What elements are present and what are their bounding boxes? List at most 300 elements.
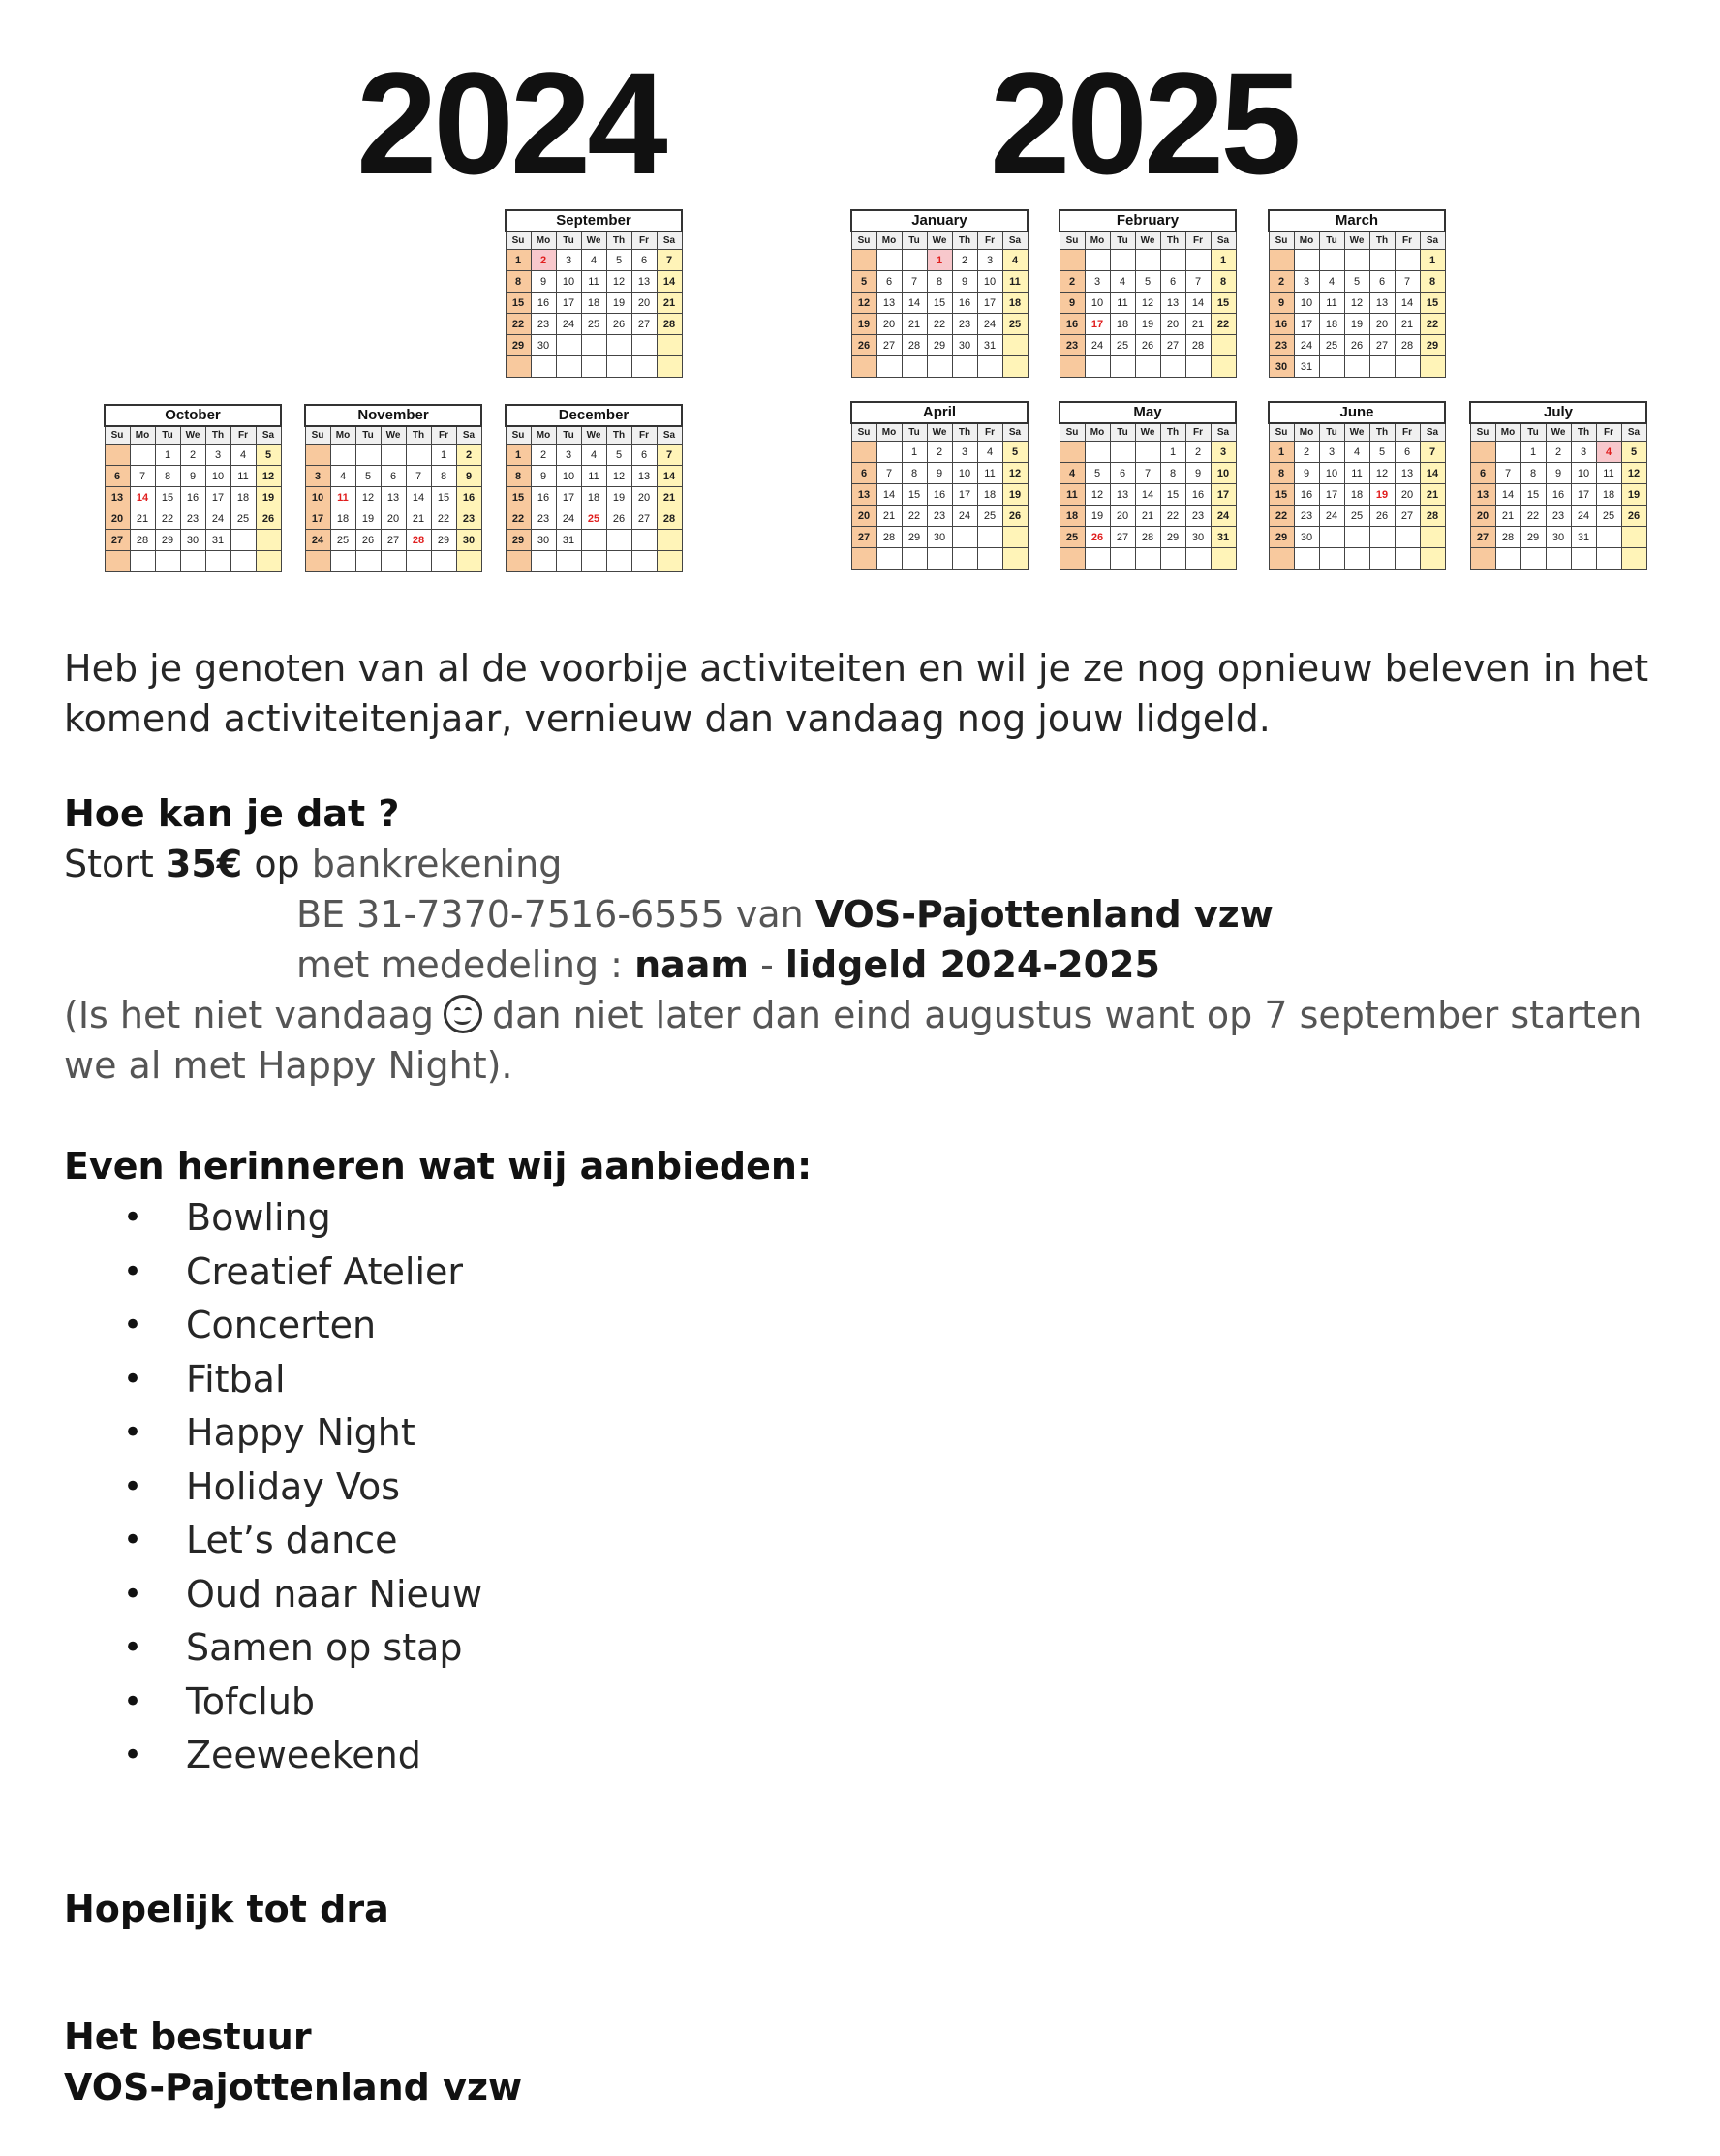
- day-cell: 10: [952, 463, 977, 484]
- day-cell: [1369, 527, 1395, 548]
- day-cell: 23: [1060, 335, 1085, 356]
- day-cell: 10: [556, 271, 581, 293]
- calendar-title: May: [1060, 402, 1236, 423]
- list-item: • Let’s dance: [64, 1514, 1681, 1568]
- day-header: Mo: [876, 423, 902, 442]
- day-cell: 24: [1319, 506, 1344, 527]
- day-cell: 29: [1520, 527, 1546, 548]
- day-header: Mo: [1085, 231, 1110, 250]
- day-cell: [902, 356, 927, 378]
- day-cell: 11: [1596, 463, 1621, 484]
- day-cell: 12: [851, 293, 876, 314]
- day-header: Sa: [1621, 423, 1646, 442]
- calendar-title: October: [105, 405, 281, 426]
- day-cell: 19: [606, 293, 631, 314]
- day-cell: 9: [180, 466, 205, 487]
- day-cell: [1060, 548, 1085, 570]
- day-header: Th: [952, 423, 977, 442]
- day-cell: [1135, 356, 1160, 378]
- day-header: Su: [851, 423, 876, 442]
- day-cell: 8: [927, 271, 952, 293]
- day-cell: [657, 530, 682, 551]
- day-header: Sa: [256, 426, 281, 445]
- day-cell: 26: [1002, 506, 1028, 527]
- day-cell: 31: [556, 530, 581, 551]
- day-header: Sa: [1420, 231, 1445, 250]
- day-cell: 7: [1495, 463, 1520, 484]
- day-cell: 10: [556, 466, 581, 487]
- day-cell: 7: [130, 466, 155, 487]
- day-cell: [952, 548, 977, 570]
- day-cell: 5: [355, 466, 381, 487]
- day-cell: 15: [1160, 484, 1185, 506]
- list-item: • Holiday Vos: [64, 1461, 1681, 1515]
- day-cell: 30: [1546, 527, 1571, 548]
- day-cell: 19: [1369, 484, 1395, 506]
- day-cell: 4: [581, 250, 606, 271]
- day-header: Tu: [556, 231, 581, 250]
- day-cell: 16: [1060, 314, 1085, 335]
- day-header: Th: [1369, 231, 1395, 250]
- day-cell: 15: [506, 293, 531, 314]
- day-cell: 11: [1319, 293, 1344, 314]
- day-cell: [581, 530, 606, 551]
- day-cell: [1344, 250, 1369, 271]
- calendar-september: [505, 209, 683, 378]
- day-cell: [230, 530, 256, 551]
- day-cell: 19: [1135, 314, 1160, 335]
- day-cell: 28: [1185, 335, 1211, 356]
- day-cell: 22: [1160, 506, 1185, 527]
- day-cell: 30: [952, 335, 977, 356]
- day-cell: 27: [1369, 335, 1395, 356]
- day-cell: 30: [1294, 527, 1319, 548]
- iban-line: [64, 889, 1681, 939]
- day-cell: [581, 551, 606, 572]
- day-cell: 20: [1369, 314, 1395, 335]
- day-cell: 26: [1344, 335, 1369, 356]
- day-cell: 14: [657, 466, 682, 487]
- day-cell: 6: [876, 271, 902, 293]
- day-header: We: [927, 231, 952, 250]
- day-cell: [556, 551, 581, 572]
- day-cell: 1: [1420, 250, 1445, 271]
- day-cell: [230, 551, 256, 572]
- day-cell: 1: [1211, 250, 1236, 271]
- day-cell: 27: [631, 314, 657, 335]
- day-cell: [1002, 527, 1028, 548]
- day-cell: 6: [851, 463, 876, 484]
- day-cell: [1621, 527, 1646, 548]
- day-cell: 8: [1211, 271, 1236, 293]
- day-header: Fr: [431, 426, 456, 445]
- calendar-july: [1469, 401, 1647, 570]
- day-cell: 28: [1395, 335, 1420, 356]
- day-header: Mo: [1085, 423, 1110, 442]
- day-cell: 3: [556, 445, 581, 466]
- day-cell: 22: [431, 508, 456, 530]
- day-cell: 17: [977, 293, 1002, 314]
- day-cell: [330, 551, 355, 572]
- calendar-title: December: [506, 405, 682, 426]
- day-cell: [1420, 548, 1445, 570]
- day-cell: [1185, 548, 1211, 570]
- day-cell: [1060, 442, 1085, 463]
- day-cell: 21: [130, 508, 155, 530]
- day-cell: 23: [531, 508, 556, 530]
- day-cell: 20: [631, 293, 657, 314]
- day-cell: [105, 445, 130, 466]
- day-cell: 5: [851, 271, 876, 293]
- day-cell: 21: [876, 506, 902, 527]
- day-cell: 17: [1294, 314, 1319, 335]
- day-cell: 2: [1546, 442, 1571, 463]
- day-cell: 17: [1571, 484, 1596, 506]
- calendar-december: [505, 404, 683, 572]
- day-header: Fr: [1596, 423, 1621, 442]
- day-cell: 20: [1110, 506, 1135, 527]
- day-cell: 17: [1211, 484, 1236, 506]
- mededeling-lidgeld: lidgeld 2024-2025: [784, 943, 1160, 986]
- day-cell: 12: [1085, 484, 1110, 506]
- day-cell: 19: [1002, 484, 1028, 506]
- day-cell: 26: [256, 508, 281, 530]
- amount: 35€: [165, 843, 243, 885]
- day-cell: 2: [1185, 442, 1211, 463]
- day-cell: 4: [581, 445, 606, 466]
- day-cell: 5: [1369, 442, 1395, 463]
- list-item: • Oud naar Nieuw: [64, 1568, 1681, 1622]
- day-cell: 23: [1269, 335, 1294, 356]
- day-cell: 21: [1185, 314, 1211, 335]
- day-cell: 11: [1110, 293, 1135, 314]
- day-cell: 6: [1160, 271, 1185, 293]
- day-cell: 1: [902, 442, 927, 463]
- day-cell: 31: [977, 335, 1002, 356]
- day-cell: 26: [355, 530, 381, 551]
- day-cell: [406, 445, 431, 466]
- day-cell: [876, 442, 902, 463]
- day-header: Fr: [977, 231, 1002, 250]
- day-header: Mo: [876, 231, 902, 250]
- day-cell: [1085, 548, 1110, 570]
- day-cell: [657, 551, 682, 572]
- calendar-april: [850, 401, 1029, 570]
- day-cell: [952, 527, 977, 548]
- op-text: op: [254, 843, 300, 885]
- day-header: Tu: [902, 423, 927, 442]
- day-header: Su: [851, 231, 876, 250]
- day-cell: 4: [1596, 442, 1621, 463]
- day-cell: 2: [531, 445, 556, 466]
- signature-line-1: Het bestuur: [64, 2015, 312, 2058]
- day-cell: 5: [1135, 271, 1160, 293]
- day-cell: 22: [1520, 506, 1546, 527]
- calendar-may: [1059, 401, 1237, 570]
- day-cell: 7: [1135, 463, 1160, 484]
- day-cell: 5: [1002, 442, 1028, 463]
- day-header: Fr: [631, 426, 657, 445]
- day-cell: [1319, 250, 1344, 271]
- day-cell: 9: [952, 271, 977, 293]
- day-cell: 27: [105, 530, 130, 551]
- day-cell: 14: [902, 293, 927, 314]
- year-2025-heading: 2025: [990, 42, 1298, 204]
- payment-line: [64, 839, 1681, 889]
- day-cell: 3: [1085, 271, 1110, 293]
- payment-section: [64, 788, 1681, 2112]
- day-cell: 15: [927, 293, 952, 314]
- day-cell: 16: [952, 293, 977, 314]
- day-cell: 30: [180, 530, 205, 551]
- day-cell: 28: [876, 527, 902, 548]
- day-header: Th: [606, 426, 631, 445]
- day-cell: 24: [977, 314, 1002, 335]
- day-cell: 22: [927, 314, 952, 335]
- day-cell: 6: [381, 466, 406, 487]
- day-cell: [1160, 356, 1185, 378]
- day-cell: 13: [1470, 484, 1495, 506]
- day-cell: [256, 530, 281, 551]
- day-cell: [581, 335, 606, 356]
- day-cell: 28: [1135, 527, 1160, 548]
- day-cell: 25: [581, 314, 606, 335]
- day-cell: [1395, 250, 1420, 271]
- day-header: Th: [205, 426, 230, 445]
- day-cell: 21: [657, 487, 682, 508]
- day-cell: 4: [230, 445, 256, 466]
- day-cell: 16: [1294, 484, 1319, 506]
- day-cell: [1495, 548, 1520, 570]
- day-cell: 16: [456, 487, 481, 508]
- day-cell: 26: [1085, 527, 1110, 548]
- day-header: We: [581, 231, 606, 250]
- day-cell: 9: [531, 271, 556, 293]
- day-header: Fr: [1185, 231, 1211, 250]
- day-cell: 22: [1420, 314, 1445, 335]
- day-cell: 24: [1085, 335, 1110, 356]
- day-cell: [1135, 250, 1160, 271]
- day-cell: [256, 551, 281, 572]
- day-cell: 3: [305, 466, 330, 487]
- day-cell: 16: [1269, 314, 1294, 335]
- day-cell: 2: [1294, 442, 1319, 463]
- day-header: Th: [606, 231, 631, 250]
- day-cell: 13: [105, 487, 130, 508]
- day-cell: 23: [952, 314, 977, 335]
- day-cell: 9: [1060, 293, 1085, 314]
- day-cell: 28: [1495, 527, 1520, 548]
- day-cell: [431, 551, 456, 572]
- activities-list: [64, 1191, 1681, 1783]
- day-cell: 13: [851, 484, 876, 506]
- day-cell: 14: [1420, 463, 1445, 484]
- day-header: Tu: [1110, 423, 1135, 442]
- day-cell: 29: [1420, 335, 1445, 356]
- day-header: We: [1344, 423, 1369, 442]
- day-cell: [876, 356, 902, 378]
- day-cell: [105, 551, 130, 572]
- intro-paragraph: [64, 643, 1681, 744]
- intro-line-2: komend activiteitenjaar, vernieuw dan vandaag nog jouw lidgeld.: [64, 697, 1271, 740]
- day-cell: [1344, 548, 1369, 570]
- day-cell: [381, 445, 406, 466]
- day-cell: 18: [1344, 484, 1369, 506]
- day-header: Tu: [1520, 423, 1546, 442]
- day-header: Th: [406, 426, 431, 445]
- day-cell: 14: [657, 271, 682, 293]
- day-cell: 28: [1420, 506, 1445, 527]
- day-cell: 1: [155, 445, 180, 466]
- day-cell: 16: [927, 484, 952, 506]
- day-cell: [1546, 548, 1571, 570]
- deadline-note-line-2: we al met Happy Night).: [64, 1044, 513, 1087]
- day-cell: 30: [1269, 356, 1294, 378]
- day-cell: 12: [1344, 293, 1369, 314]
- day-cell: 20: [381, 508, 406, 530]
- day-cell: [1495, 442, 1520, 463]
- day-cell: 18: [230, 487, 256, 508]
- day-header: Tu: [1110, 231, 1135, 250]
- day-cell: 1: [1520, 442, 1546, 463]
- day-cell: [1060, 356, 1085, 378]
- day-cell: 21: [657, 293, 682, 314]
- day-cell: 24: [556, 508, 581, 530]
- day-cell: 18: [1110, 314, 1135, 335]
- day-cell: 22: [1211, 314, 1236, 335]
- day-cell: [631, 530, 657, 551]
- day-header: We: [1135, 231, 1160, 250]
- day-cell: [977, 527, 1002, 548]
- day-cell: 4: [1110, 271, 1135, 293]
- note-part-a: (Is het niet vandaag: [64, 994, 435, 1036]
- day-cell: 20: [105, 508, 130, 530]
- day-cell: [1571, 548, 1596, 570]
- closing-greeting: Hopelijk tot dra: [64, 1887, 389, 1930]
- day-cell: [205, 551, 230, 572]
- day-cell: 27: [381, 530, 406, 551]
- calendar-title: January: [851, 210, 1028, 231]
- day-cell: 5: [606, 445, 631, 466]
- day-cell: 10: [305, 487, 330, 508]
- day-cell: 2: [531, 250, 556, 271]
- day-cell: [1470, 442, 1495, 463]
- intro-line-1: Heb je genoten van al de voorbije activiteiten en wil je ze nog opnieuw beleven in het: [64, 647, 1649, 690]
- smiley-icon: [444, 995, 482, 1033]
- day-cell: 15: [155, 487, 180, 508]
- day-cell: [1160, 548, 1185, 570]
- day-cell: 17: [556, 487, 581, 508]
- day-header: Th: [1369, 423, 1395, 442]
- day-cell: 8: [1160, 463, 1185, 484]
- day-header: We: [180, 426, 205, 445]
- day-cell: 15: [431, 487, 456, 508]
- day-header: Th: [952, 231, 977, 250]
- day-cell: [1344, 356, 1369, 378]
- day-cell: [927, 356, 952, 378]
- day-cell: [556, 335, 581, 356]
- day-cell: 26: [606, 508, 631, 530]
- day-cell: 21: [1395, 314, 1420, 335]
- day-cell: 3: [1294, 271, 1319, 293]
- day-cell: 1: [1269, 442, 1294, 463]
- day-cell: [355, 551, 381, 572]
- day-cell: 23: [1546, 506, 1571, 527]
- day-cell: 17: [305, 508, 330, 530]
- day-cell: 30: [531, 530, 556, 551]
- day-cell: [1085, 356, 1110, 378]
- calendar-title: June: [1269, 402, 1445, 423]
- day-cell: 2: [1269, 271, 1294, 293]
- day-cell: [1596, 548, 1621, 570]
- day-cell: 21: [1495, 506, 1520, 527]
- day-cell: 3: [1571, 442, 1596, 463]
- day-header: Sa: [657, 426, 682, 445]
- organisation-name: VOS-Pajottenland vzw: [814, 893, 1274, 936]
- day-cell: [506, 356, 531, 378]
- day-header: We: [581, 426, 606, 445]
- day-cell: 29: [506, 335, 531, 356]
- day-cell: [1395, 548, 1420, 570]
- day-cell: 16: [531, 487, 556, 508]
- day-cell: 23: [180, 508, 205, 530]
- day-cell: 3: [556, 250, 581, 271]
- day-cell: 18: [1060, 506, 1085, 527]
- day-cell: 13: [631, 271, 657, 293]
- day-cell: 3: [1211, 442, 1236, 463]
- day-cell: 4: [1060, 463, 1085, 484]
- day-cell: 18: [1319, 314, 1344, 335]
- day-cell: 16: [1546, 484, 1571, 506]
- day-cell: 7: [902, 271, 927, 293]
- day-cell: 20: [631, 487, 657, 508]
- day-cell: 10: [1319, 463, 1344, 484]
- day-cell: [606, 551, 631, 572]
- day-cell: 9: [456, 466, 481, 487]
- day-cell: 4: [977, 442, 1002, 463]
- day-cell: [1269, 548, 1294, 570]
- day-header: Mo: [531, 231, 556, 250]
- day-cell: [305, 445, 330, 466]
- day-cell: 30: [456, 530, 481, 551]
- day-cell: 5: [256, 445, 281, 466]
- day-header: Su: [1269, 231, 1294, 250]
- day-cell: [1596, 527, 1621, 548]
- day-cell: 16: [180, 487, 205, 508]
- day-cell: 6: [631, 445, 657, 466]
- calendar-title: September: [506, 210, 682, 231]
- day-cell: 15: [1211, 293, 1236, 314]
- day-cell: 7: [1395, 271, 1420, 293]
- day-cell: 15: [1269, 484, 1294, 506]
- day-cell: 25: [230, 508, 256, 530]
- day-header: Sa: [1211, 231, 1236, 250]
- calendar-october: [104, 404, 282, 572]
- day-cell: [1185, 250, 1211, 271]
- day-cell: 11: [330, 487, 355, 508]
- calendar-title: February: [1060, 210, 1236, 231]
- iban: BE 31-7370-7516-6555 van: [296, 893, 804, 936]
- day-cell: [406, 551, 431, 572]
- day-cell: 6: [631, 250, 657, 271]
- day-cell: 21: [1420, 484, 1445, 506]
- mededeling-label: met mededeling :: [296, 943, 623, 986]
- day-cell: 1: [506, 250, 531, 271]
- day-cell: 7: [1420, 442, 1445, 463]
- day-cell: 6: [105, 466, 130, 487]
- day-cell: 21: [902, 314, 927, 335]
- day-cell: 8: [902, 463, 927, 484]
